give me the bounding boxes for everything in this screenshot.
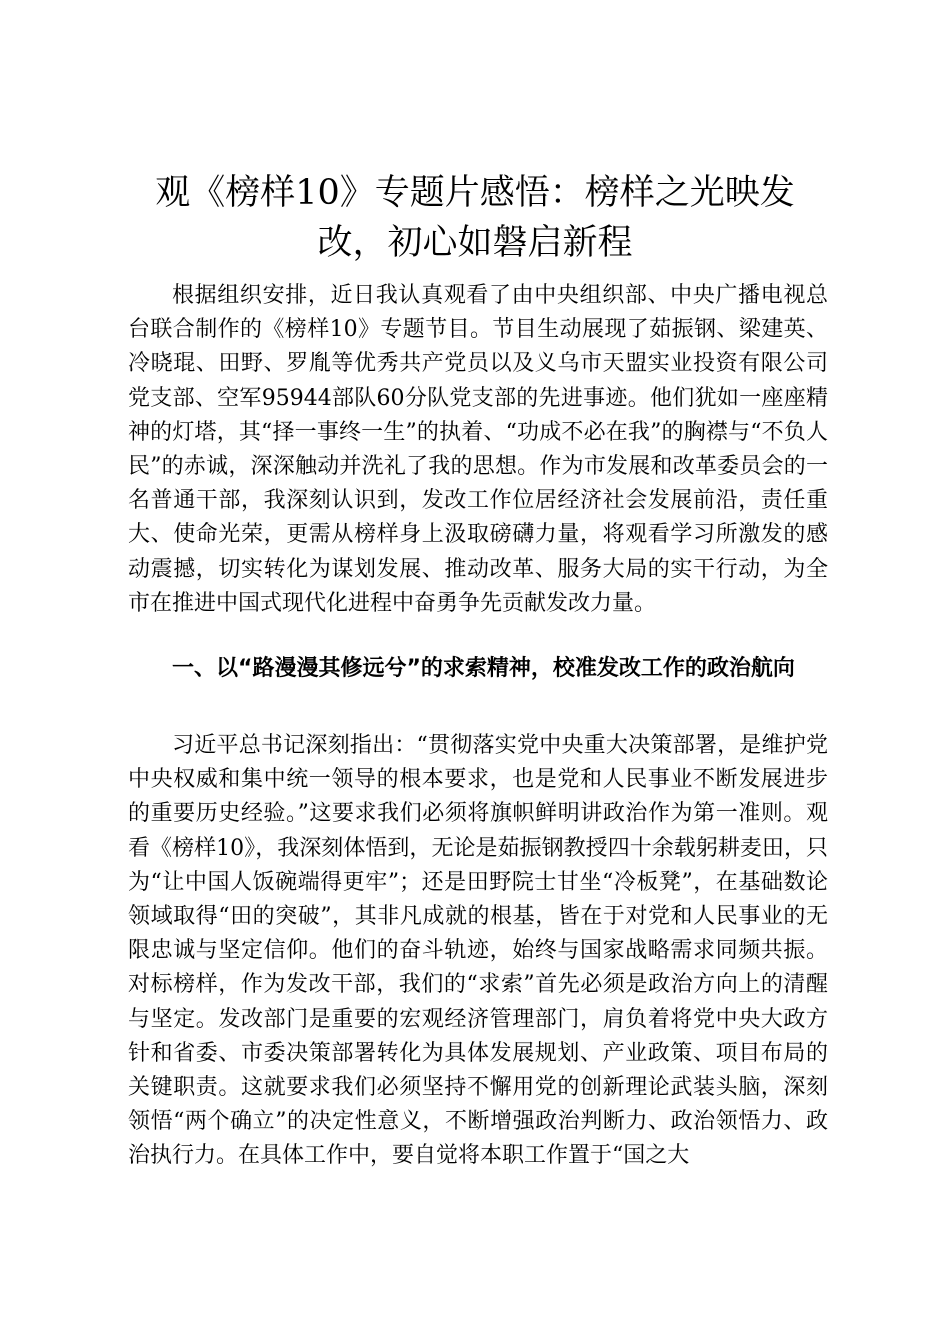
intro-paragraph: 根据组织安排，近日我认真观看了由中央组织部、中央广播电视总台联合制作的《榜样10》专题节目。节目生动展现了茹振钢、梁建英、冷晓琨、田野、罗胤等优秀共产党员以及义乌市天盟实业投资有限公司党支部、空军95944部队60分队党支部的先进事迹。他们犹如一座座精神的灯塔，其“择一事终一生”的执着、“功成不必在我”的胸襟与“不负人民”的赤诚，深深触动并洗礼了我的思想。作为市发展和改革委员会的一名普通干部，我深刻认识到，发改工作位居经济社会发展前沿，责任重大、使命光荣，更需从榜样身上汲取磅礴力量，将观看学习所激发的感动震撼，切实转化为谋划发展、推动改革、服务大局的实干行动，为全市在推进中国式现代化进程中奋勇争先贡献发改力量。 xyxy=(128,283,828,616)
section-heading-1: 一、以“路漫漫其修远兮”的求索精神，校准发改工作的政治航向 xyxy=(172,656,795,681)
section-1-paragraph: 习近平总书记深刻指出：“贯彻落实党中央重大决策部署，是维护党中央权威和集中统一领导的根本要求，也是党和人民事业不断发展进步的重要历史经验。”这要求我们必须将旗帜鲜明讲政治作为第一准则。观看《榜样10》，我深刻体悟到，无论是茹振钢教授四十余载躬耕麦田，只为“让中国人饭碗端得更牢”；还是田野院士甘坐“冷板凳”，在基础数论领域取得“田的突破”，其非凡成就的根基，皆在于对党和人民事业的无限忠诚与坚定信仰。他们的奋斗轨迹，始终与国家战略需求同频共振。对标榜样，作为发改干部，我们的“求索”首先必须是政治方向上的清醒与坚定。发改部门是重要的宏观经济管理部门，肩负着将党中央大政方针和省委、市委决策部署转化为具体发展规划、产业政策、项目布局的关键职责。这就要求我们必须坚持不懈用党的创新理论武装头脑，深刻领悟“两个确立”的决定性意义，不断增强政治判断力、政治领悟力、政治执行力。在具体工作中，要自觉将本职工作置于“国之大 xyxy=(128,733,828,1169)
title-line-2: 改，初心如磐启新程 xyxy=(317,223,633,263)
document-title xyxy=(120,168,830,268)
title-line-1: 观《榜样10》专题片感悟：榜样之光映发 xyxy=(155,173,795,213)
